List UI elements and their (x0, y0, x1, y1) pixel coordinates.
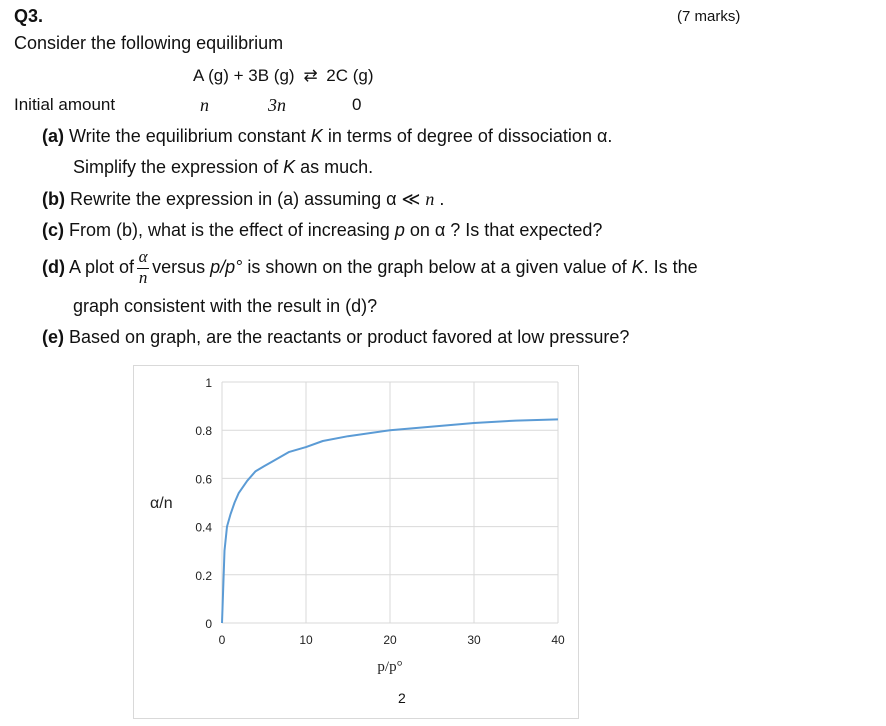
part-a-line2-end: as much. (295, 157, 374, 177)
fraction-numerator: α (138, 247, 148, 266)
part-d-text: A plot of (69, 256, 135, 277)
part-d-label: (d) (42, 256, 65, 277)
part-a-text-end: in terms of degree of dissociation α. (322, 126, 613, 146)
part-b-end: . (434, 189, 445, 209)
part-d-end: . Is the (643, 256, 698, 277)
y-tick-label: 0.6 (195, 472, 212, 487)
x-tick-label: 20 (383, 633, 397, 647)
part-b (42, 189, 444, 210)
part-e-text: Based on graph, are the reactants or product favored at low pressure? (69, 327, 630, 347)
x-tick-label: 0 (218, 633, 226, 647)
x-tick-label: 30 (467, 633, 481, 647)
chart-frame (133, 365, 579, 719)
part-b-text: Rewrite the expression in (a) assuming α ≪ (70, 189, 421, 209)
marks-label: (7 marks) (677, 8, 741, 25)
part-c-var: p (394, 220, 405, 240)
part-c (42, 220, 602, 241)
reaction-equation (193, 66, 374, 86)
part-c-text: From (b), what is the effect of increasing (69, 220, 395, 240)
y-tick-label: 0.8 (195, 424, 212, 439)
part-a-label: (a) (42, 126, 64, 146)
question-number: Q3. (14, 6, 44, 26)
reaction-reactants: A (g) + 3B (g) (193, 66, 295, 85)
alpha-vs-pressure-chart (134, 366, 578, 718)
part-b-var: n (425, 189, 435, 209)
part-d-line1 (42, 248, 698, 288)
part-a-line2-text: Simplify the expression of (73, 157, 284, 177)
alpha-over-n-fraction (136, 248, 150, 288)
part-d-text-mid: is shown on the graph below at a given value of (242, 256, 632, 277)
part-b-label: (b) (42, 189, 65, 209)
intro-text: Consider the following equilibrium (14, 33, 284, 53)
fraction-denominator: n (138, 268, 148, 287)
part-a-text: Write the equilibrium constant (69, 126, 311, 146)
part-d-var: p/p° (210, 256, 243, 277)
part-e-label: (e) (42, 327, 64, 347)
part-e (42, 327, 629, 348)
page-number: 2 (398, 690, 406, 706)
initial-amount-a: n (200, 95, 209, 115)
part-d-versus: versus (152, 256, 211, 277)
part-d-line2: graph consistent with the result in (d)? (73, 296, 378, 316)
part-a-line2 (73, 157, 373, 178)
part-a-line1 (42, 126, 612, 147)
part-d-var2: K (631, 256, 644, 277)
initial-amount-b: 3n (268, 95, 286, 115)
y-tick-label: 0.2 (195, 568, 212, 583)
x-tick-label: 10 (299, 633, 313, 647)
y-tick-label: 0 (205, 617, 212, 631)
x-axis-label: p/p° (377, 659, 403, 675)
initial-amount-c: 0 (352, 95, 362, 114)
part-c-end: on α ? Is that expected? (404, 220, 603, 240)
y-tick-label: 0.4 (195, 520, 212, 535)
y-tick-label: 1 (205, 376, 212, 390)
x-tick-label: 40 (551, 633, 565, 647)
equilibrium-arrow-icon: ⇄ (303, 66, 318, 85)
part-c-label: (c) (42, 220, 64, 240)
y-axis-label: α/n (150, 495, 173, 512)
part-a-var: K (310, 126, 323, 146)
part-a-line2-var: K (283, 157, 296, 177)
reaction-products: 2C (g) (326, 66, 374, 85)
initial-amount-label: Initial amount (14, 95, 116, 114)
